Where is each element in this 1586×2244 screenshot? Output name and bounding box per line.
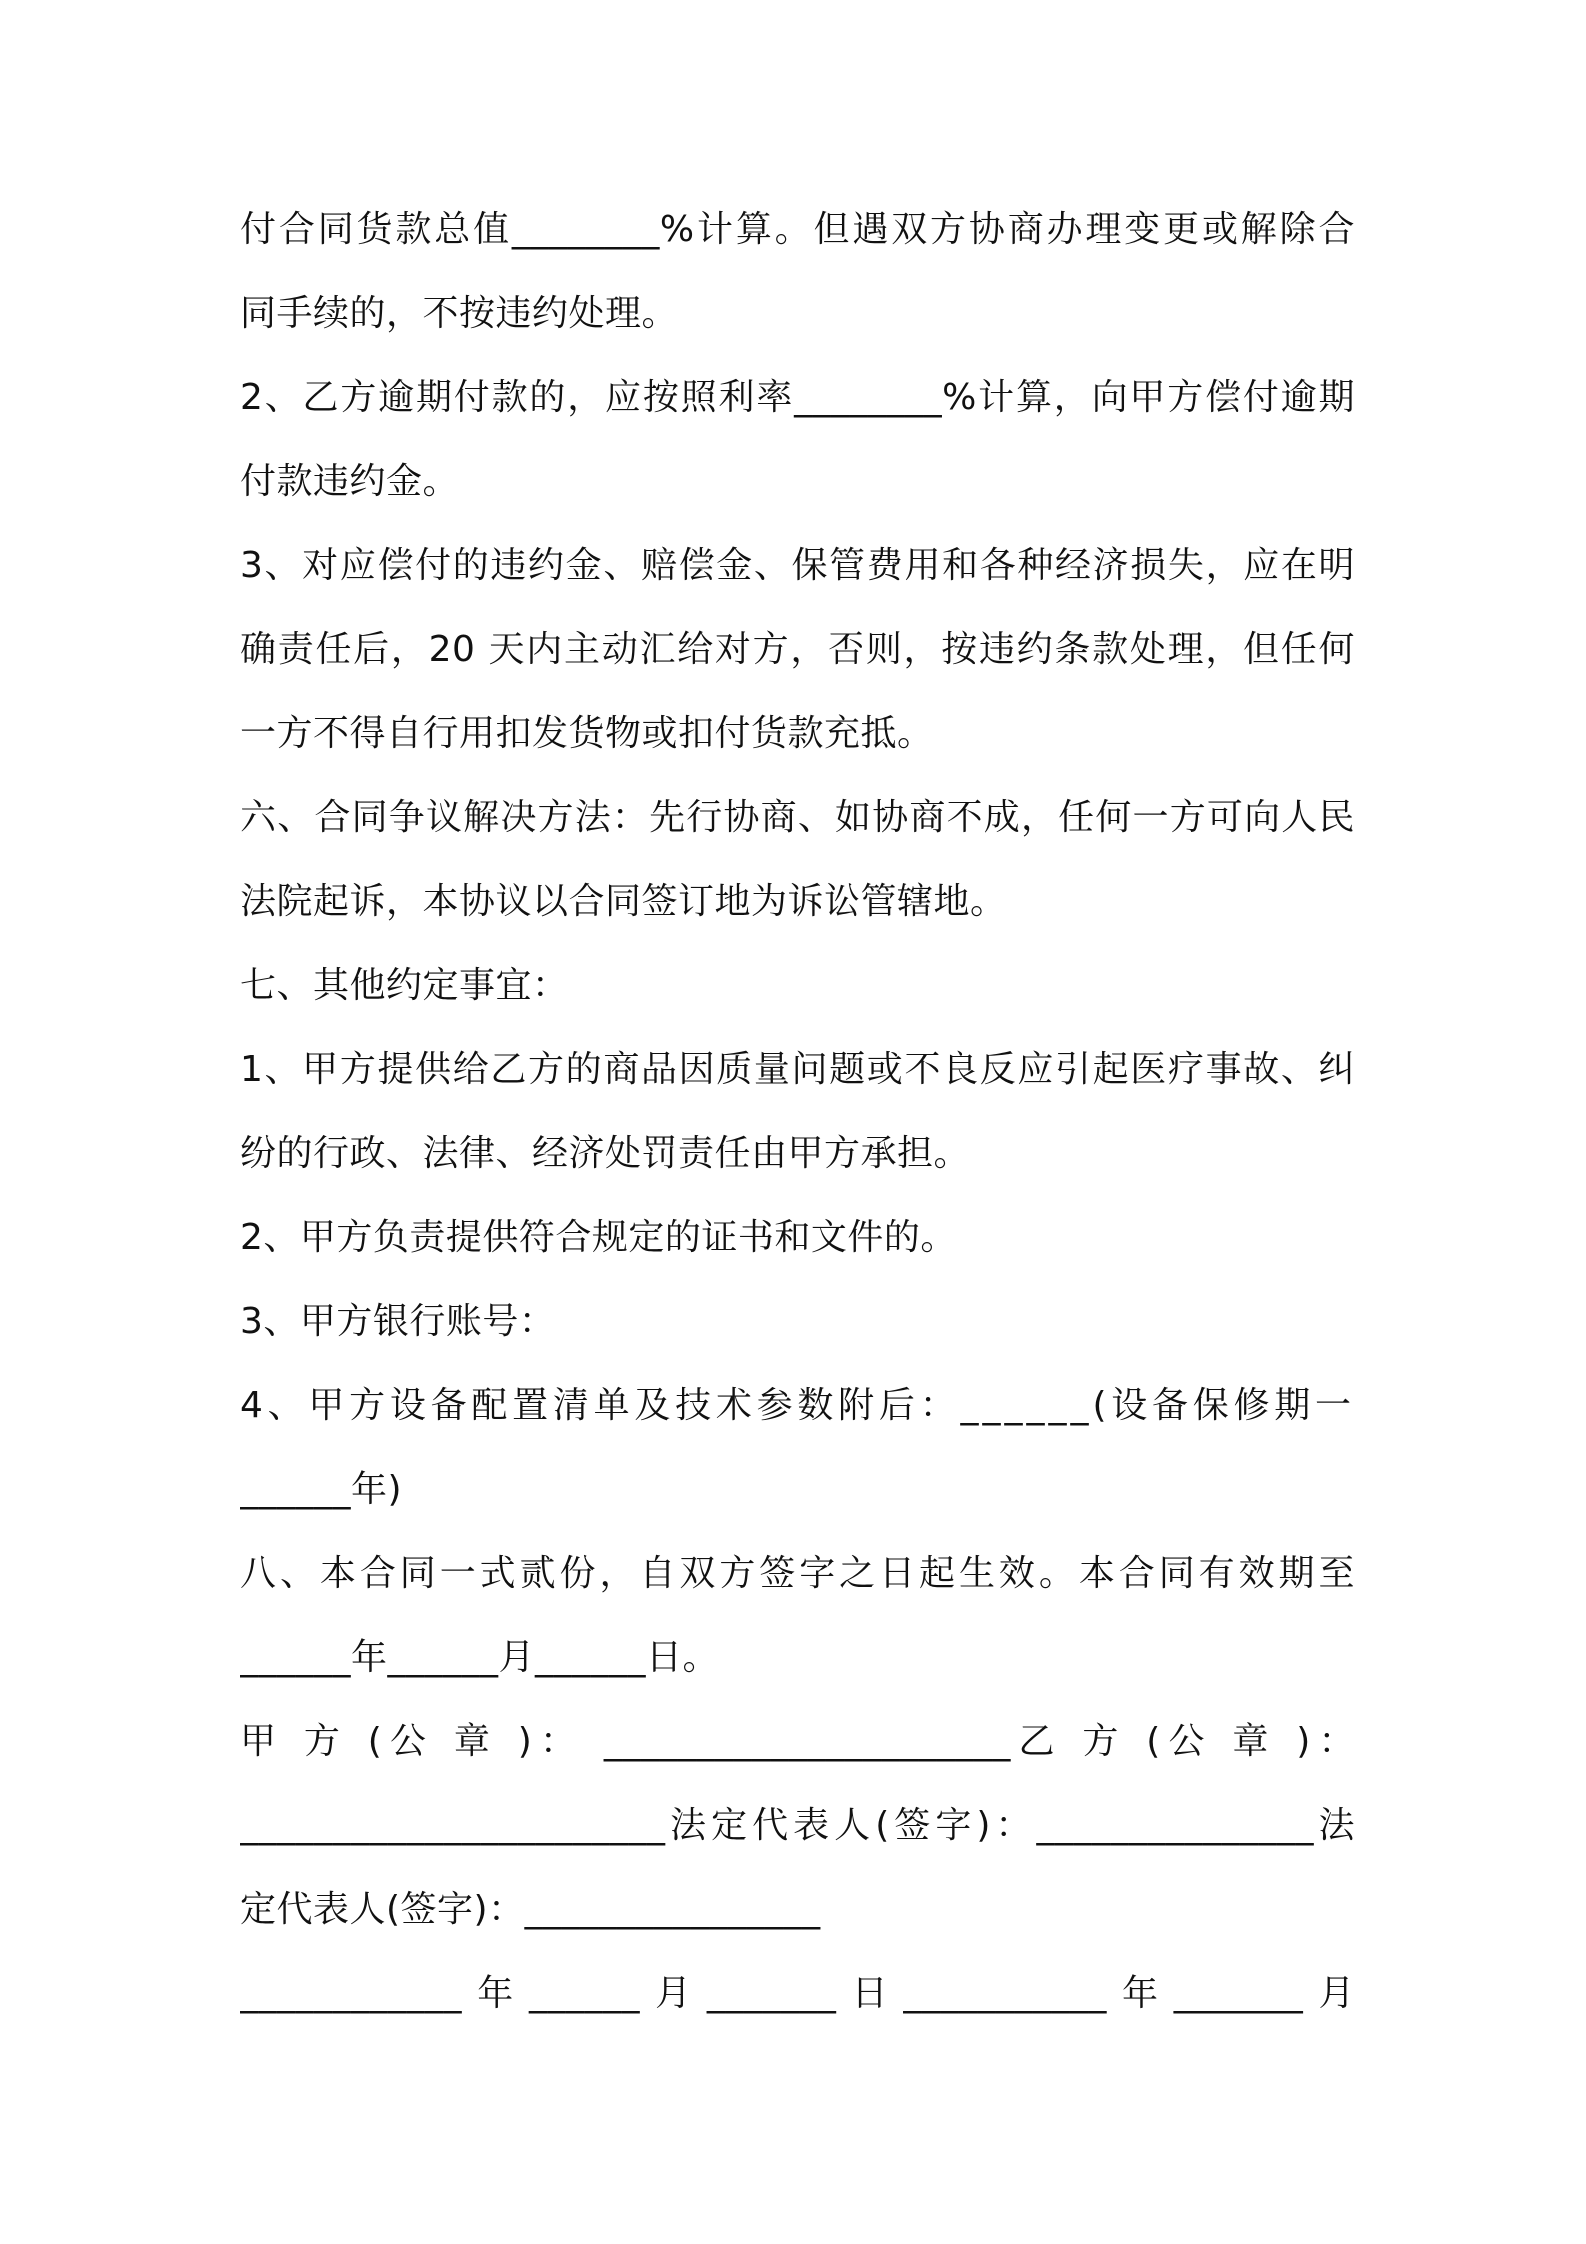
text-line: 2、甲方负责提供符合规定的证书和文件的。	[240, 1217, 957, 1258]
text-line: 付款违约金。	[240, 461, 460, 502]
text-line: 4、甲方设备配置清单及技术参数附后：______(设备保修期一	[240, 1385, 1355, 1426]
signature-line: 甲 方 (公 章 )： ______________________乙 方 (公 章 )：	[240, 1721, 1355, 1762]
section-heading: 七、其他约定事宜：	[240, 965, 569, 1006]
text-line: 一方不得自行用扣发货物或扣付货款充抵。	[240, 713, 934, 754]
text-line: 六、合同争议解决方法：先行协商、如协商不成，任何一方可向人民	[240, 797, 1355, 838]
text-line: ______年______月______日。	[240, 1637, 720, 1678]
signature-line: 定代表人(签字)：________________	[240, 1889, 821, 1930]
signature-line: _______________________法定代表人(签字)：_______________法	[240, 1805, 1355, 1846]
text-line: 2、乙方逾期付款的，应按照利率________%计算，向甲方偿付逾期	[240, 377, 1355, 418]
text-line: 同手续的，不按违约处理。	[240, 293, 679, 334]
text-line: 法院起诉，本协议以合同签订地为诉讼管辖地。	[240, 881, 1007, 922]
text-line: 确责任后，20 天内主动汇给对方，否则，按违约条款处理，但任何	[240, 629, 1355, 670]
text-line: ______年)	[240, 1469, 403, 1510]
text-line: 3、对应偿付的违约金、赔偿金、保管费用和各种经济损失，应在明	[240, 545, 1355, 586]
date-line: ____________年______月_______日___________年_______月	[240, 1973, 1355, 2014]
text-line: 纷的行政、法律、经济处罚责任由甲方承担。	[240, 1133, 971, 1174]
text-line: 1、甲方提供给乙方的商品因质量问题或不良反应引起医疗事故、纠	[240, 1049, 1355, 1090]
text-line: 付合同货款总值________%计算。但遇双方协商办理变更或解除合	[240, 209, 1355, 250]
text-line: 八、本合同一式贰份，自双方签字之日起生效。本合同有效期至	[240, 1553, 1355, 1594]
text-line: 3、甲方银行账号：	[240, 1301, 556, 1342]
